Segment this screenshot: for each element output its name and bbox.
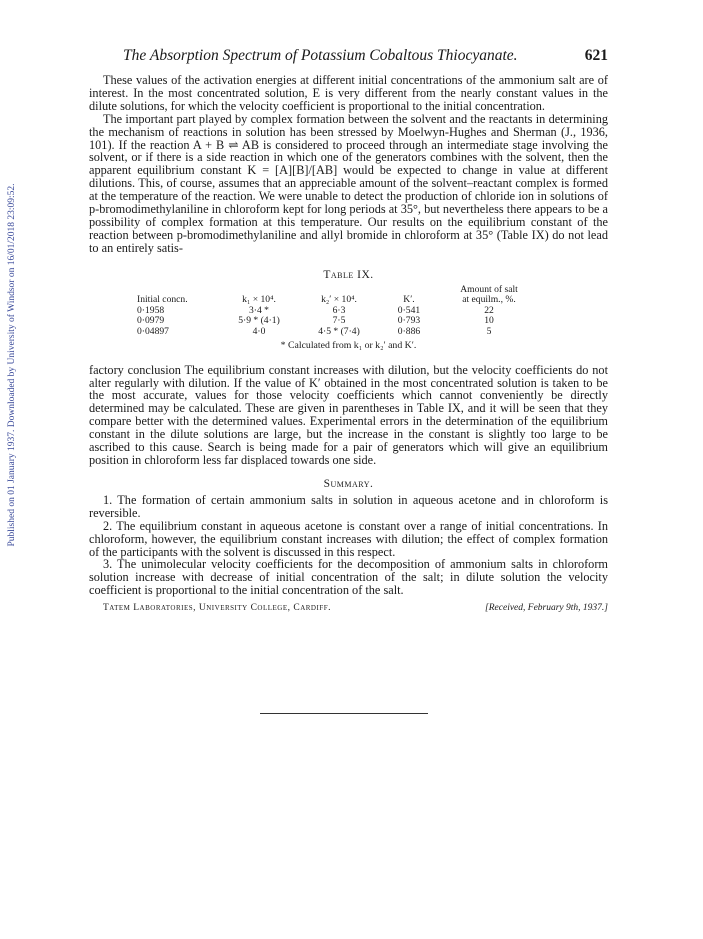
- col-header-k1: k₁ × 10⁴.: [242, 294, 276, 306]
- paragraph-1: These values of the activation energies at different initial concentrations of the ammonium salt are of interest. In the most concentrated solution, E is very different from the nearly constant values in the dilute solutions, for which the velocity coefficient is proportional to the initial concentration.: [89, 73, 608, 113]
- summary-item-2: 2. The equilibrium constant in aqueous acetone is constant over a range of initial concentrations. In chloroform, however, the equilibrium constant increases with dilution; the effect of complex formation of the participants with the solvent is discussed in this respect.: [89, 518, 608, 559]
- col-header-k2: k₂′ × 10⁴.: [321, 294, 357, 306]
- cell-concn: 0·1958: [137, 304, 165, 316]
- cell-k: 0·541: [397, 304, 421, 316]
- table-header-row: [133, 285, 543, 306]
- table-caption: Table IX.: [323, 268, 374, 281]
- cell-amount: 5: [486, 326, 492, 338]
- table-row: [133, 327, 543, 338]
- summary-heading: Summary.: [323, 477, 374, 490]
- article-page: [89, 44, 608, 615]
- cell-k1: 3·4 *: [249, 304, 269, 316]
- received-date: [Received, February 9th, 1937.]: [485, 603, 608, 614]
- page-number: 621: [584, 47, 608, 64]
- col-header-amount: [435, 285, 543, 306]
- download-notice-text: Published on 01 January 1937. Downloaded by University of Windsor on 16/01/2018 23:09:52.: [7, 183, 17, 547]
- cell-amount: 10: [484, 315, 494, 327]
- affiliation: Tatem Laboratories, University College, Cardiff.: [103, 603, 331, 614]
- running-title: The Absorption Spectrum of Potassium Cobaltous Thiocyanate.: [123, 47, 518, 64]
- running-header: [89, 44, 608, 66]
- cell-amount: 22: [484, 304, 494, 316]
- col-header-concn: Initial concn.: [137, 294, 188, 306]
- cell-k2: 6·3: [332, 304, 346, 316]
- download-notice: [5, 150, 19, 580]
- cell-k2: 4·5 * (7·4): [318, 326, 360, 338]
- paragraph-3: factory conclusion The equilibrium constant increases with dilution, but the velocity coefficients do not alter regularly with dilution. If the value of K′ obtained in the most concentrated solution is taken to be the most accurate, values for those velocity coefficients which cannot conveniently be directly determined may be calculated. These are given in parentheses in Table IX, and it will be seen that they compare better with the determined values. Experimental errors in the determination of the equilibrium constant in the dilute solutions are large, but the increase in the constant is slightly too large to be ascribed to this cause. Search is being made for a pair of generators which will give an equilibrium position in chloroform less far displaced towards one side.: [89, 362, 608, 467]
- end-rule: [260, 713, 428, 714]
- cell-concn: 0·0979: [137, 315, 165, 327]
- summary-item-3: 3. The unimolecular velocity coefficients for the decomposition of ammonium salts in chloroform solution increase with decrease of initial concentration of the salt; in dilute solution the velocity coefficient is proportional to the initial concentration of the salt.: [89, 557, 608, 598]
- signature-line: [89, 601, 608, 615]
- cell-k: 0·793: [397, 315, 421, 327]
- paragraph-2: The important part played by complex formation between the solvent and the reactants in determining the mechanism of reactions in solution has been stressed by Moelwyn-Hughes and Sherman (J., 1936, 101). If the reaction A + B ⇌ AB is considered to proceed through an intermediate stage involving the solvent, or if there is a side reaction in which one of the generators combines with the solvent, then the apparent equilibrium constant K = [A][B]/[AB] would be expected to change in value at different dilutions. This, of course, assumes that an appreciable amount of the solvent–reactant complex is formed at the temperature of the reaction. We were unable to detect the production of chloride ion in solutions of p-bromodimethylaniline in chloroform kept for long periods at 35°, but nevertheless there appears to be a possibility of complex formation at this temperature. Our results on the equilibrium constant of the reaction between p-bromodimethylaniline and allyl bromide in chloroform at 35° (Table IX) do not lead to an entirely satis-: [89, 111, 608, 255]
- col-header-k: K′.: [403, 294, 415, 306]
- col-header-amount-line1: Amount of salt: [460, 283, 518, 295]
- col-header-amount-line2: at equilm., %.: [462, 294, 516, 306]
- table-footnote: * Calculated from k₁ or k₂′ and K′.: [280, 339, 417, 351]
- cell-concn: 0·04897: [137, 326, 169, 338]
- summary-item-1: 1. The formation of certain ammonium salts in solution in aqueous acetone and in chloroform is reversible.: [89, 492, 608, 520]
- table-ix: [133, 285, 543, 338]
- cell-k2: 7·5: [332, 315, 346, 327]
- cell-k1: 4·0: [252, 326, 266, 338]
- cell-k: 0·886: [397, 326, 421, 338]
- cell-k1: 5·9 * (4·1): [238, 315, 280, 327]
